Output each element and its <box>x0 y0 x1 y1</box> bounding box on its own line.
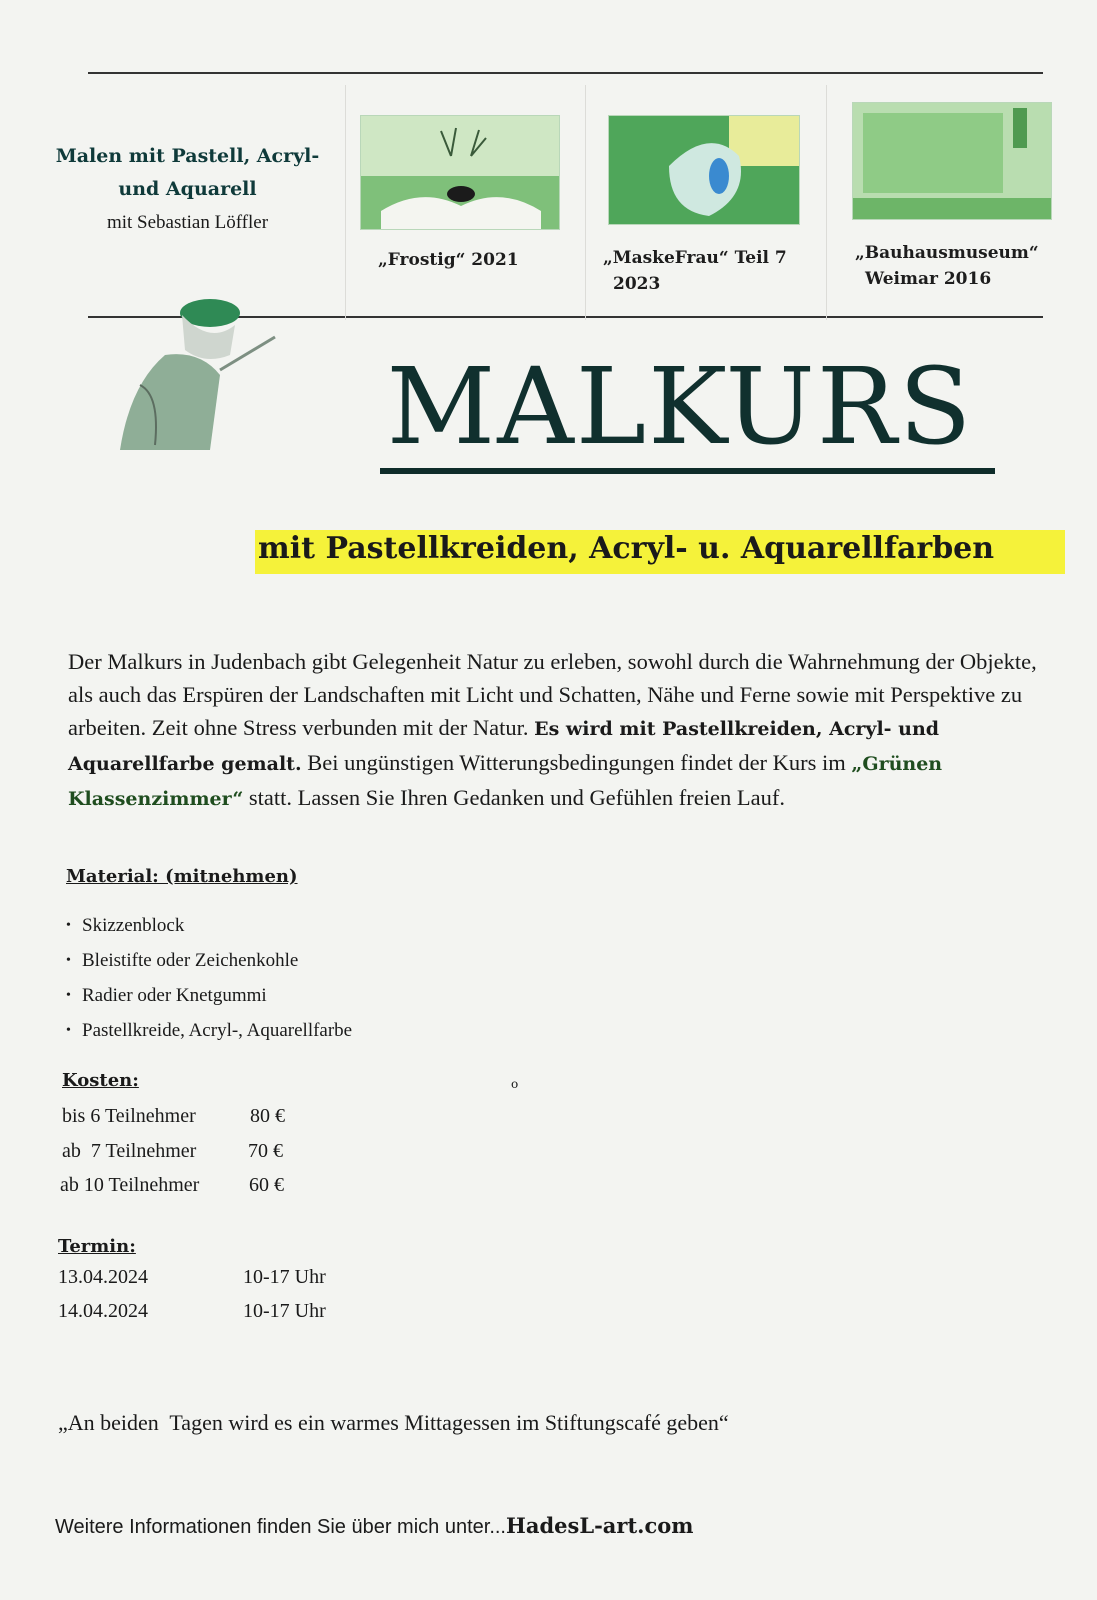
title-underline <box>380 468 995 474</box>
description-text: Der Malkurs in Judenbach gibt Gelegenheit Natur zu erleben, sowohl durch die Wahrnehmung der Objekte, als auch das Erspüren der Landschaften mit Licht und Schatten, Nähe und Ferne sowie mit Perspektive zu arbeiten. Zeit ohne Stress verbunden mit der Natur. <box>68 649 1037 740</box>
course-header-title-line2: und Aquarell <box>118 178 257 200</box>
footer-text: Weitere Informationen finden Sie über mich unter... <box>55 1516 506 1538</box>
description-text: statt. Lassen Sie Ihren Gedanken und Gefühlen freien Lauf. <box>243 785 785 810</box>
column-separator <box>585 85 586 320</box>
lunch-note: „An beiden Tagen wird es ein warmes Mittagessen im Stiftungscafé geben“ <box>58 1410 729 1435</box>
cost-row-label: ab 10 Teilnehmer <box>60 1174 200 1196</box>
cost-row-label: bis 6 Teilnehmer <box>62 1105 196 1127</box>
artwork-bauhausmuseum-image <box>852 102 1052 220</box>
material-list <box>66 908 352 1048</box>
cost-row-label: ab 7 Teilnehmer <box>62 1140 197 1162</box>
page-subtitle: mit Pastellkreiden, Acryl- u. Aquarellfarben <box>258 531 995 566</box>
stray-mark: o <box>511 1077 519 1091</box>
description-bold-text: Es wird mit Pastellkreiden, Acryl- und Aquarellfarbe gemalt. <box>68 718 940 775</box>
footer-info <box>55 1513 694 1539</box>
cost-row-price: 80 € <box>250 1105 285 1127</box>
instructor-name: mit Sebastian Löffler <box>106 212 269 233</box>
date-row-date: 14.04.2024 <box>58 1300 148 1322</box>
column-separator <box>345 85 346 320</box>
artwork-frostig-image <box>360 115 560 230</box>
cost-row-price: 70 € <box>248 1140 283 1162</box>
artwork-maskefrau-caption: „MaskeFrau“ Teil 7 2023 <box>603 248 787 294</box>
artwork-frostig-caption: „Frostig“ 2021 <box>378 250 519 270</box>
costs-heading: Kosten: <box>62 1070 139 1091</box>
description-text: Bei ungünstigen Witterungsbedingungen findet der Kurs im <box>301 750 852 775</box>
material-heading: Material: (mitnehmen) <box>66 866 298 887</box>
date-row-time: 10-17 Uhr <box>243 1300 326 1322</box>
list-item: • Pastellkreide, Acryl-, Aquarellfarbe <box>66 1019 353 1041</box>
course-description <box>68 645 1063 816</box>
date-row-date: 13.04.2024 <box>58 1266 148 1288</box>
painter-figure-image <box>110 295 285 450</box>
green-classroom-text: „Grünen Klassenzimmer“ <box>68 753 943 810</box>
page-title: MALKURS <box>386 345 974 468</box>
dates-heading: Termin: <box>58 1236 136 1257</box>
cost-row-price: 60 € <box>249 1174 284 1196</box>
course-header-title <box>40 140 335 206</box>
website-link[interactable]: HadesL-art.com <box>506 1513 694 1538</box>
column-separator <box>826 85 827 320</box>
list-item: • Bleistifte oder Zeichenkohle <box>66 949 299 971</box>
top-rule <box>88 72 1043 74</box>
artwork-maskefrau-image <box>608 115 800 225</box>
artwork-bauhausmuseum-caption: „Bauhausmuseum“ Weimar 2016 <box>855 243 1039 289</box>
list-item: • Radier oder Knetgummi <box>66 984 267 1006</box>
course-header-title-line1: Malen mit Pastell, Acryl- <box>55 145 320 167</box>
list-item: • Skizzenblock <box>66 914 185 936</box>
date-row-time: 10-17 Uhr <box>243 1266 326 1288</box>
